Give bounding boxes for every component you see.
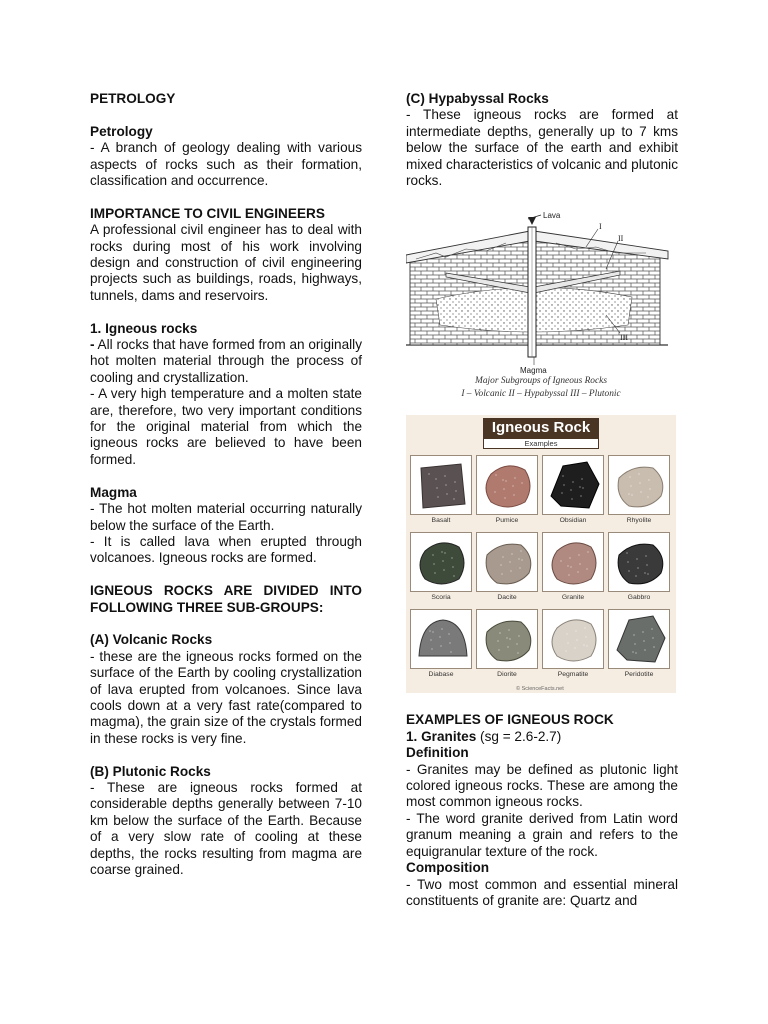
- magma-text-1: - The hot molten material occurring naturally below the surface of the Earth.: [90, 501, 362, 533]
- rock-card: [410, 609, 472, 679]
- rock-card: [410, 455, 472, 525]
- rock-card: [608, 609, 670, 679]
- igneous-text-1: [90, 337, 362, 386]
- rock-photo-frame: [410, 532, 472, 592]
- definition-text-1: - Granites may be defined as plutonic light colored igneous rocks. These are among the most common igneous rocks.: [406, 761, 678, 810]
- label-i: I: [599, 222, 602, 232]
- igneous-rock-examples-chart: [406, 415, 676, 693]
- rock-label: Rhyolite: [626, 517, 652, 525]
- rock-sample-image: [477, 610, 539, 670]
- diagram-caption-2: I – Volcanic II – Hypabyssal III – Plutonic: [461, 389, 621, 400]
- definition-title: Definition: [406, 745, 469, 761]
- plutonic-text: - These are igneous rocks formed at considerable depths generally between 7-10 km below the surface of the Earth. Because of a very slow rate of cooling at these depths, the rocks resulting from magma are coarse grained.: [90, 779, 362, 877]
- igneous-text-2: - A very high temperature and a molten state are, therefore, two very important conditions for the original material from which the igneous rocks are believed to have been formed.: [90, 386, 362, 467]
- rock-photo-frame: [476, 609, 538, 669]
- volcanic-title: (A) Volcanic Rocks: [90, 632, 213, 648]
- composition-text: - Two most common and essential mineral constituents of granite are: Quartz and: [406, 876, 678, 908]
- rock-sample-image: [543, 533, 605, 593]
- page-heading: PETROLOGY: [90, 91, 176, 106]
- rock-sample-image: [477, 533, 539, 593]
- granites-title: 1. Granites: [406, 728, 477, 744]
- rock-label: Obsidian: [559, 517, 587, 525]
- rock-photo-frame: [608, 609, 670, 669]
- rock-card: [608, 532, 670, 602]
- rock-photo-frame: [542, 532, 604, 592]
- rock-label: Pegmatite: [557, 671, 589, 679]
- rock-sample-image: [609, 533, 671, 593]
- rock-sample-image: [543, 610, 605, 670]
- petrology-title: Petrology: [90, 123, 153, 139]
- rock-card: [476, 609, 538, 679]
- volcanic-text: - these are the igneous rocks formed on the surface of the Earth by cooling crystallization of lava erupted from volcanoes. Since lava cools down at a very fast rate(compared to magma), the grain size of the crystals formed in these rocks is very fine.: [90, 648, 362, 746]
- rock-card: [542, 455, 604, 525]
- rock-card: [608, 455, 670, 525]
- left-column: [90, 91, 362, 878]
- rock-sample-image: [411, 610, 473, 670]
- rock-card: [476, 532, 538, 602]
- rock-label: Dacite: [497, 594, 517, 602]
- igneous-title: 1. Igneous rocks: [90, 320, 198, 336]
- subgroups-title: IGNEOUS ROCKS ARE DIVIDED INTO FOLLOWING THREE SUB-GROUPS:: [90, 583, 362, 615]
- definition-text-2: - The word granite derived from Latin word granum meaning a grain and refers to the equigranular texture of the rock.: [406, 810, 678, 859]
- diagram-caption-1: Major Subgroups of Igneous Rocks: [475, 376, 607, 387]
- rock-photo-frame: [608, 532, 670, 592]
- rock-label: Diorite: [497, 671, 517, 679]
- rock-chart-title: Igneous Rock: [483, 418, 599, 438]
- rock-photo-frame: [410, 455, 472, 515]
- rock-photo-frame: [608, 455, 670, 515]
- rock-label: Gabbro: [627, 594, 651, 602]
- rock-label: Basalt: [431, 517, 451, 525]
- rock-sample-image: [411, 533, 473, 593]
- rock-chart-watermark: © ScienceFacts.net: [516, 686, 564, 693]
- rock-sample-image: [477, 456, 539, 516]
- rock-chart-subtitle: Examples: [483, 438, 599, 449]
- rock-photo-frame: [410, 609, 472, 669]
- hypabyssal-title: (C) Hypabyssal Rocks: [406, 91, 549, 106]
- composition-title: Composition: [406, 860, 490, 876]
- rock-sample-image: [609, 456, 671, 516]
- right-column: [406, 91, 678, 909]
- granites-line: [406, 729, 678, 745]
- importance-text: A professional civil engineer has to deal with rocks during most of his work involving design and construction of civil engineering projects such as buildings, roads, highways, tunnels, dams and reservoirs.: [90, 222, 362, 303]
- rock-label: Peridotite: [624, 671, 654, 679]
- igneous-dash: -: [90, 337, 95, 353]
- petrology-text: - A branch of geology dealing with various aspects of rocks such as their formation, classification and occurrence.: [90, 140, 362, 189]
- label-iii: III: [620, 333, 628, 343]
- importance-title: IMPORTANCE TO CIVIL ENGINEERS: [90, 205, 325, 221]
- rock-photo-frame: [476, 532, 538, 592]
- examples-title: EXAMPLES OF IGNEOUS ROCK: [406, 712, 614, 728]
- hypabyssal-text: - These igneous rocks are formed at intermediate depths, generally up to 7 kms below the surface of the earth and exhibit mixed characteristics of volcanic and plutonic rocks.: [406, 107, 679, 189]
- rock-sample-image: [609, 610, 671, 670]
- rock-card: [542, 609, 604, 679]
- rock-card: [410, 532, 472, 602]
- magma-title: Magma: [90, 484, 137, 500]
- rock-label: Granite: [561, 594, 585, 602]
- magma-label: Magma: [520, 366, 547, 376]
- rock-label: Pumice: [495, 517, 519, 525]
- rock-sample-image: [411, 456, 473, 516]
- magma-text-2: - It is called lava when erupted through volcanoes. Igneous rocks are formed.: [90, 533, 362, 566]
- granites-sg: (sg = 2.6-2.7): [476, 728, 562, 744]
- rock-photo-frame: [542, 455, 604, 515]
- plutonic-title: (B) Plutonic Rocks: [90, 763, 211, 779]
- rock-card: [542, 532, 604, 602]
- igneous-subgroups-diagram: [406, 207, 676, 405]
- label-ii: II: [618, 234, 624, 244]
- rock-label: Scoria: [431, 594, 451, 602]
- rock-card: [476, 455, 538, 525]
- rock-label: Diabase: [428, 671, 454, 679]
- rock-sample-image: [543, 456, 605, 516]
- rock-photo-frame: [542, 609, 604, 669]
- rock-photo-frame: [476, 455, 538, 515]
- igneous-text-1-body: All rocks that have formed from an originally hot molten material through the process of cooling and crystallization.: [90, 337, 362, 385]
- lava-label: Lava: [543, 211, 561, 221]
